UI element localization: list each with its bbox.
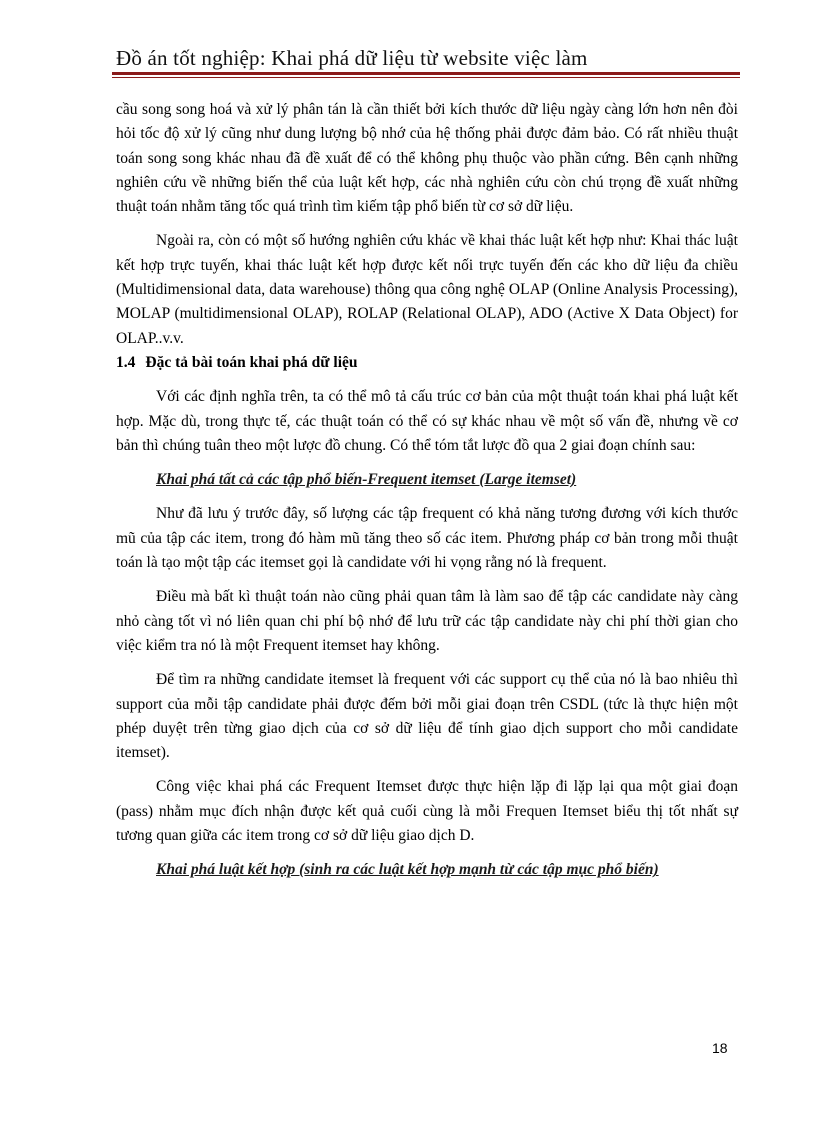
section-number: 1.4 (116, 353, 136, 371)
document-header-title: Đồ án tốt nghiệp: Khai phá dữ liệu từ website việc làm (116, 46, 588, 70)
subheading-frequent-itemset: Khai phá tất cả các tập phổ biến-Frequent itemset (Large itemset) (156, 471, 577, 489)
body-paragraph: Công việc khai phá các Frequent Itemset được thực hiện lặp đi lặp lại qua một giai đoạn (pass) nhằm mục đích nhận được kết quả cuối cùng là mỗi Frequen Itemset biểu thị tốt nhất sự tương quan giữa các item trong cơ sở dữ liệu giao dịch D. (116, 778, 738, 845)
body-paragraph: Điều mà bất kì thuật toán nào cũng phải quan tâm là làm sao để tập các candidate này càng nhỏ càng tốt vì nó liên quan chi phí bộ nhớ để lưu trữ các tập candidate này chi phí thời gian cho việc kiểm tra nó là một Frequent itemset hay không. (116, 588, 738, 654)
header-rule-thick (112, 72, 740, 75)
body-paragraph: cầu song song hoá và xử lý phân tán là cần thiết bởi kích thước dữ liệu ngày càng lớn hơn nên đòi hỏi tốc độ xử lý cũng như dung lượng bộ nhớ của hệ thống phải được đảm bảo. Có rất nhiều thuật toán song song khác nhau đã đề xuất để có thể không phụ thuộc vào phần cứng. Bên cạnh những nghiên cứu về những biến thể của luật kết hợp, các nhà nghiên cứu còn chú trọng đề xuất những thuật toán nhằm tăng tốc quá trình tìm kiếm tập phổ biến từ cơ sở dữ liệu. (116, 101, 738, 216)
document-body (116, 98, 738, 883)
subheading-association-rules: Khai phá luật kết hợp (sinh ra các luật kết hợp mạnh từ các tập mục phổ biến) (156, 861, 659, 879)
body-paragraph: Với các định nghĩa trên, ta có thể mô tả cấu trúc cơ bản của một thuật toán khai phá luật kết hợp. Mặc dù, trong thực tế, các thuật toán có thể có sự khác nhau về một số vấn đề, nhưng về cơ bản thì chúng tuân theo một lược đồ chung. Có thể tóm tắt lược đồ qua 2 giai đoạn chính sau: (116, 388, 738, 454)
body-paragraph: Ngoài ra, còn có một số hướng nghiên cứu khác về khai thác luật kết hợp như: Khai thác luật kết hợp trực tuyến, khai thác luật kết hợp được kết nối trực tuyến đến các kho dữ liệu đa chiều (Multidimensional data, data warehouse) thông qua công nghệ OLAP (Online Analysis Processing), MOLAP (multidimensional OLAP), ROLAP (Relational OLAP), ADO (Active X Data Object) for OLAP..v.v. (116, 232, 738, 347)
body-paragraph: Để tìm ra những candidate itemset là frequent với các support cụ thể của nó là bao nhiêu thì support của mỗi tập candidate phải được đếm bởi mỗi giai đoạn trên CSDL (tức là thực hiện một phép duyệt trên từng giao dịch của cơ sở dữ liệu để tính giao dịch support cho mỗi candidate itemset). (116, 671, 738, 762)
header-rule-thin (112, 77, 740, 78)
section-heading (116, 351, 738, 375)
section-title: Đặc tả bài toán khai phá dữ liệu (145, 353, 358, 371)
body-paragraph: Như đã lưu ý trước đây, số lượng các tập frequent có khả năng tương đương với kích thước mũ của tập các item, trong đó hàm mũ tăng theo số các item. Phương pháp cơ bản trong mỗi thuật toán là tạo một tập các itemset gọi là candidate với hi vọng rằng nó là frequent. (116, 505, 738, 572)
page-number: 18 (712, 1040, 728, 1056)
